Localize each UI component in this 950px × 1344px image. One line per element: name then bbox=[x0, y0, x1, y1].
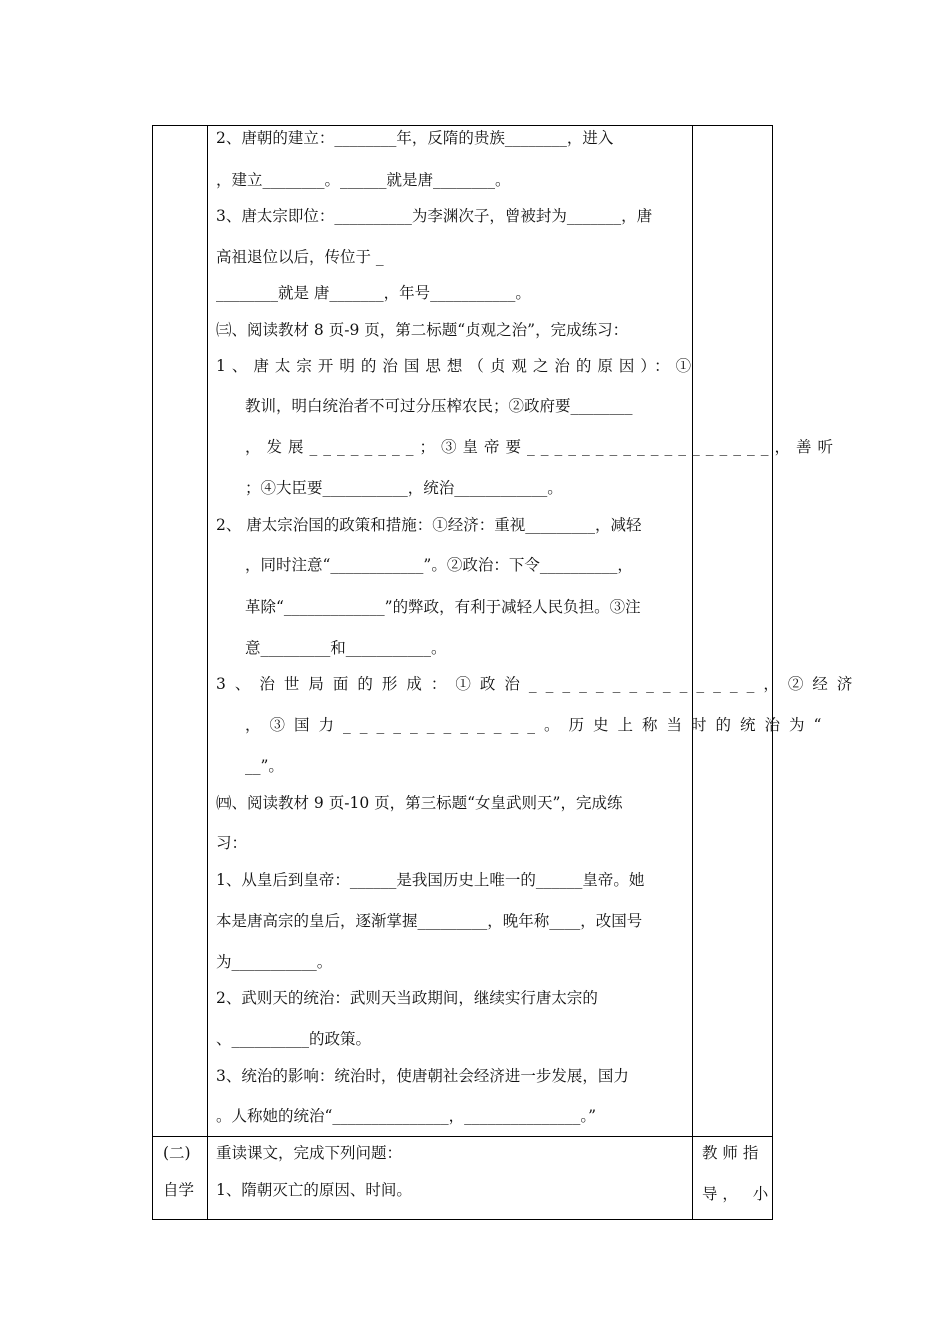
section-number: (二) bbox=[163, 1144, 191, 1162]
row-divider bbox=[153, 1136, 772, 1137]
text-line: __”。 bbox=[245, 757, 284, 775]
text-line: 革除“_____________”的弊政，有利于减轻人民负担。③注 bbox=[245, 598, 641, 616]
text-line: ，③国力____________。历史上称当时的统治为“ bbox=[245, 716, 831, 734]
text-line: ，同时注意“____________”。②政治：下令__________， bbox=[245, 556, 633, 574]
text-line: ㈢、阅读教材 8 页-9 页，第二标题“贞观之治”，完成练习： bbox=[216, 321, 629, 339]
column-divider-right bbox=[692, 126, 693, 1219]
text-line: 重读课文，完成下列问题： bbox=[216, 1144, 403, 1162]
text-line: 习： bbox=[216, 834, 248, 852]
teacher-note: 教 师 指 bbox=[702, 1144, 759, 1162]
text-line: 为___________。 bbox=[216, 953, 333, 971]
text-line: 高祖退位以后，传位于 _ bbox=[216, 248, 384, 266]
text-line: 2、武则天的统治：武则天当政期间，继续实行唐太宗的 bbox=[216, 989, 598, 1007]
text-line: 教训，明白统治者不可过分压榨农民；②政府要________ bbox=[245, 397, 633, 415]
text-line: 3、统治的影响：统治时，使唐朝社会经济进一步发展，国力 bbox=[216, 1067, 629, 1085]
text-line: 3、治世局面的形成：①政治______________，②经济 bbox=[216, 675, 862, 693]
text-line: 、__________的政策。 bbox=[216, 1030, 372, 1048]
teacher-note-continued: 导 ， 小 bbox=[702, 1185, 769, 1203]
text-line: ，建立________。______就是唐________。 bbox=[216, 171, 511, 189]
column-divider-left bbox=[207, 126, 208, 1219]
text-line: 1、隋朝灭亡的原因、时间。 bbox=[216, 1181, 412, 1199]
text-line: 3、唐太宗即位：__________为李渊次子，曾被封为_______，唐 bbox=[216, 207, 653, 225]
text-line: 1、从皇后到皇帝：______是我国历史上唯一的______皇帝。她 bbox=[216, 871, 645, 889]
text-line: ；④大臣要___________，统治____________。 bbox=[245, 479, 563, 497]
text-line: 。人称她的统治“_______________，_______________。” bbox=[216, 1107, 597, 1125]
text-line: 2、唐朝的建立：________年，反隋的贵族________，进入 bbox=[216, 129, 614, 147]
text-line: ㈣、阅读教材 9 页-10 页，第三标题“女皇武则天”，完成练 bbox=[216, 794, 623, 812]
text-line: ，发展________；③皇帝要__________________，善听 bbox=[245, 438, 840, 456]
text-line: 1、唐太宗开明的治国思想（贞观之治的原因）：① bbox=[216, 357, 698, 375]
section-label: 自学 bbox=[163, 1181, 195, 1199]
text-line: 本是唐高宗的皇后，逐渐掌握_________，晚年称____，改国号 bbox=[216, 912, 643, 930]
text-line: ________就是 唐_______，年号___________。 bbox=[216, 284, 531, 302]
text-line: 意_________和___________。 bbox=[245, 639, 447, 657]
text-line: 2、 唐太宗治国的政策和措施：①经济：重视_________，减轻 bbox=[216, 516, 642, 534]
